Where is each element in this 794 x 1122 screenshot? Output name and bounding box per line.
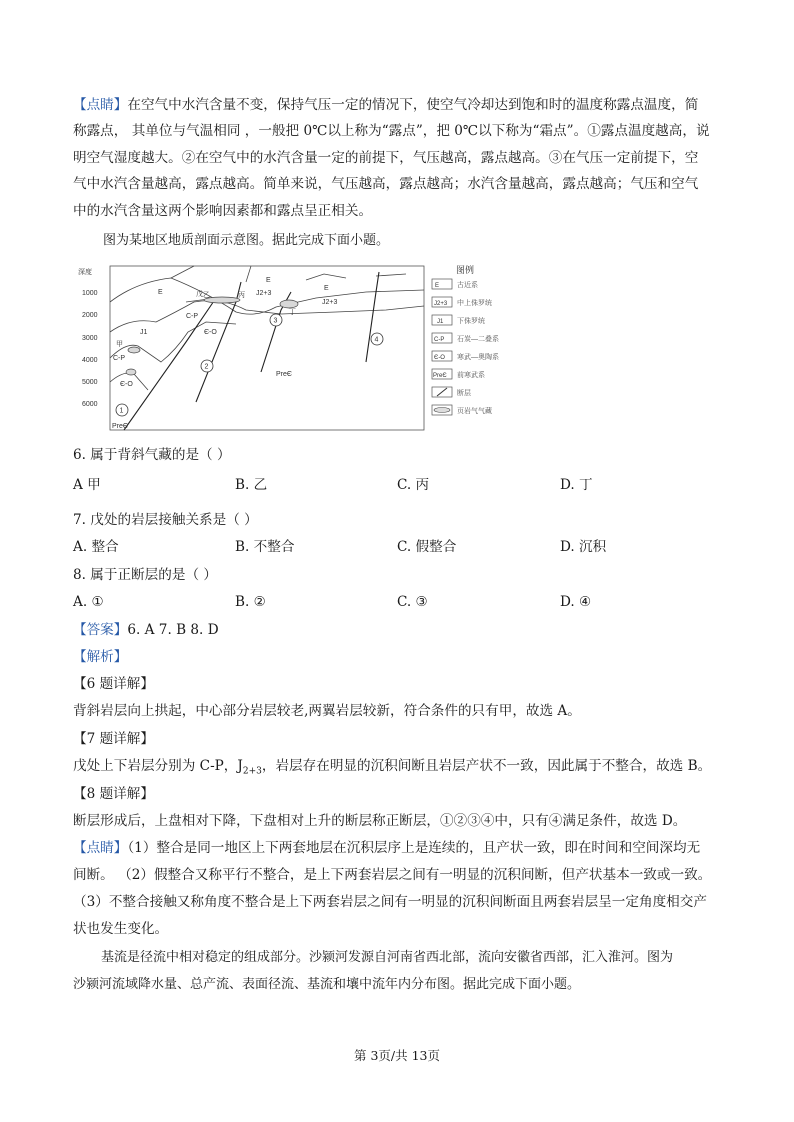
stratum-label-j23: J2+3: [322, 299, 338, 306]
legend-label: 寒武—奥陶系: [457, 354, 499, 361]
question-8-option-c: C. ③: [397, 594, 428, 610]
stratum-label-cp: C-P: [113, 355, 126, 362]
figure-intro: 图为某地区地质剖面示意图。据此完成下面小题。: [103, 233, 390, 248]
detail-8-heading: 【8 题详解】: [73, 786, 154, 802]
point-note-2-tag: 【点睛】: [73, 840, 128, 856]
svg-text:J2+3: J2+3: [434, 301, 448, 307]
legend-title: 图例: [456, 265, 475, 275]
svg-text:J1: J1: [437, 319, 444, 325]
reservoir-label-ding: 丁: [289, 309, 296, 316]
next-intro-line-2: 沙颍河流域降水量、总产流、表面径流、基流和壤中流年内分布图。据此完成下面小题。: [73, 977, 581, 992]
depth-tick: 2000: [82, 312, 98, 319]
analysis-tag: 【解析】: [73, 649, 128, 665]
depth-tick: 5000: [82, 379, 98, 386]
reservoir-label-yi: 乙: [203, 292, 210, 299]
stratum-label-j1: J1: [140, 329, 148, 336]
svg-text:PreЄ: PreЄ: [433, 373, 447, 379]
question-8-option-a: A. ①: [73, 594, 104, 610]
legend-label: 中上侏罗统: [457, 300, 492, 307]
stratum-label-pre: PreЄ: [276, 371, 292, 378]
question-6-option-a: A 甲: [73, 477, 101, 493]
point-note-line-3: 明空气湿度越大。②在空气中的水汽含量一定的前提下，气压越高，露点越高。③在气压一定前提下，空: [73, 150, 699, 166]
legend-labels: [457, 280, 499, 415]
stratum-label-pre: PreЄ: [112, 423, 128, 430]
stratum-label-e: E: [324, 285, 329, 292]
legend-label: 古近系: [457, 282, 478, 289]
page-footer: 第 3页/共 13页: [353, 1048, 441, 1063]
fault-markers: [116, 314, 383, 416]
depth-ticks: [82, 290, 98, 408]
fault-label-3: 3: [273, 317, 278, 325]
depth-tick: 1000: [82, 290, 98, 297]
question-8-option-d: D. ④: [560, 594, 592, 610]
legend-label: 页岩气气藏: [457, 408, 492, 415]
svg-text:E: E: [435, 283, 440, 289]
question-6-option-d: D. 丁: [560, 477, 593, 493]
stratum-label-j23: J2+3: [256, 290, 272, 297]
detail-8-text: 断层形成后，上盘相对下降，下盘相对上升的断层称正断层，①②③④中，只有④满足条件，故选 D。: [73, 813, 687, 829]
contact-label-wu: 戊: [196, 291, 203, 298]
question-7-stem: 7. 戊处的岩层接触关系是（ ）: [73, 512, 258, 528]
point-note-line-4: 气中水汽含量越高，露点越高。简单来说，气压越高，露点越高；水汽含量越高，露点越高；气压和空气: [73, 176, 699, 192]
point-note-2-line-4: 状也发生变化。: [73, 921, 169, 937]
point-note-2-line-2: 间断。 （2）假整合又称平行不整合，是上下两套岩层之间有一明显的沉积间断，但产状基本一致或一致。: [73, 867, 712, 883]
legend-label: 下侏罗统: [457, 318, 485, 325]
detail-7-text: 戊处上下岩层分别为 C-P，$J_{2+3}$，岩层存在明显的沉积间断且岩层产状不一致，因此属于不整合，故选 B。: [73, 758, 712, 777]
fault-label-1: 1: [119, 407, 124, 415]
point-note-line-5: 中的水汽含量这两个影响因素都和露点呈正相关。: [73, 203, 373, 219]
stratum-label-e: E: [158, 289, 163, 296]
fault-label-4: 4: [374, 336, 379, 344]
reservoir-label-jia: 甲: [116, 341, 123, 348]
legend-swatches: [432, 279, 452, 415]
question-7-option-a: A. 整合: [73, 539, 119, 555]
point-note-line-1: 【点睛】在空气中水汽含量不变，保持气压一定的情况下，使空气冷却达到饱和时的温度称露点温度，简: [73, 97, 699, 113]
question-7-option-b: B. 不整合: [235, 539, 295, 555]
answer-line: 【答案】6. A 7. B 8. D: [73, 622, 219, 638]
stratum-label-eo: Є-O: [120, 381, 133, 388]
question-7-option-d: D. 沉积: [560, 539, 607, 555]
point-note-2-line-1: 【点睛】（1）整合是同一地区上下两套地层在沉积层序上是连续的，且产状一致，即在时间和空间深均无: [73, 840, 701, 856]
legend-label: 前寒武系: [457, 372, 485, 379]
question-6-option-b: B. 乙: [235, 477, 268, 493]
point-note-2-line-3: （3）不整合接触又称角度不整合是上下两套岩层之间有一明显的沉积间断面且两套岩层呈一定角度相交产: [73, 894, 707, 910]
depth-tick: 4000: [82, 357, 98, 364]
stratum-label-e: E: [266, 277, 271, 284]
question-8-stem: 8. 属于正断层的是（ ）: [73, 567, 217, 583]
depth-tick: 3000: [82, 335, 98, 342]
legend-label: 断层: [457, 390, 471, 397]
stratum-label-cp: C-P: [186, 313, 199, 320]
legend-label: 石炭—二叠系: [457, 336, 499, 343]
svg-text:C-P: C-P: [434, 337, 445, 343]
geologic-section-figure: [76, 262, 516, 434]
depth-axis-label: 深度: [78, 269, 92, 276]
question-6-stem: 6. 属于背斜气藏的是（ ）: [73, 447, 231, 463]
answer-tag: 【答案】: [73, 622, 128, 638]
legend-gas-icon: [434, 408, 450, 413]
detail-6-heading: 【6 题详解】: [73, 676, 154, 692]
detail-6-text: 背斜岩层向上拱起，中心部分岩层较老,两翼岩层较新，符合条件的只有甲，故选 A。: [73, 703, 581, 719]
point-note-tag: 【点睛】: [73, 97, 128, 113]
stratum-label-eo: Є-O: [204, 329, 217, 336]
question-8-option-b: B. ②: [235, 594, 266, 610]
question-6-option-c: C. 丙: [397, 477, 430, 493]
question-7-option-c: C. 假整合: [397, 539, 457, 555]
depth-tick: 6000: [82, 401, 98, 408]
next-intro-line-1: 基流是径流中相对稳定的组成部分。沙颍河发源自河南省西北部，流向安徽省西部，汇入淮河。图为: [101, 950, 674, 965]
detail-7-heading: 【7 题详解】: [73, 731, 154, 747]
fault-label-2: 2: [204, 363, 209, 371]
svg-text:Є-O: Є-O: [434, 355, 445, 361]
point-note-line-2: 称露点， 其单位与气温相同 ，一般把 0℃以上称为“露点”，把 0℃以下称为“霜点”。①露点温度越高，说: [73, 123, 710, 139]
reservoir-label-bing: 丙: [238, 292, 245, 299]
